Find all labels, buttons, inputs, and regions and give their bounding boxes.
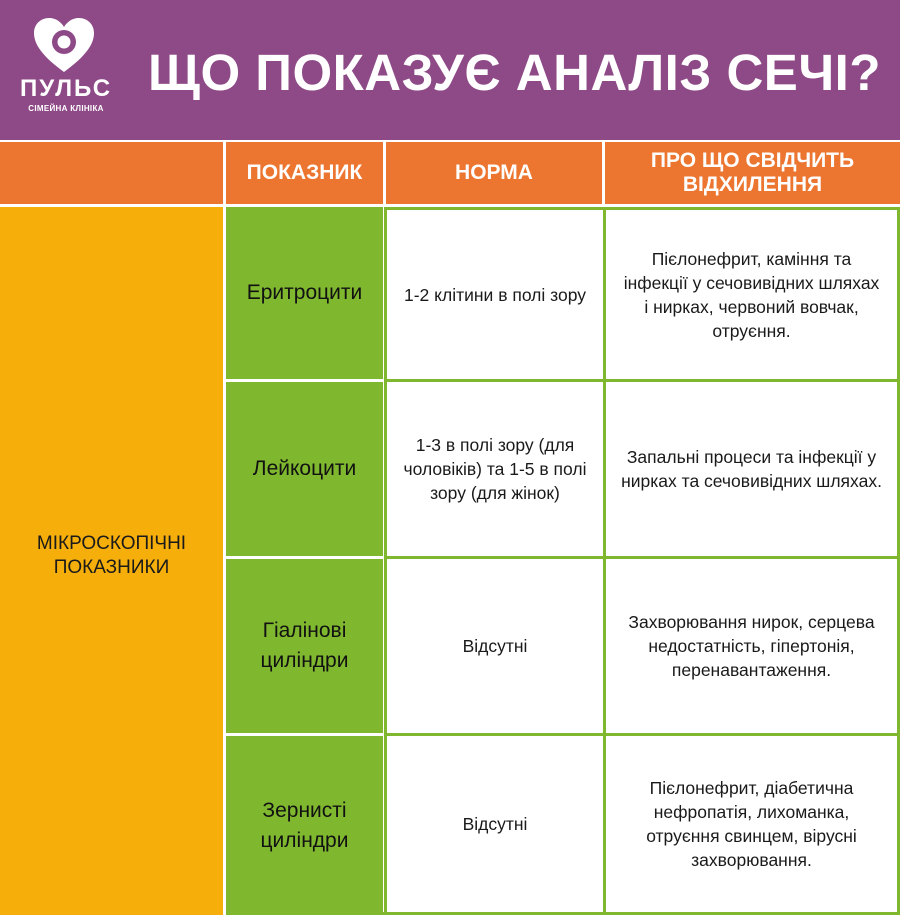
column-header-deviation: ПРО ЩО СВІДЧИТЬ ВІДХИЛЕННЯ xyxy=(605,142,900,204)
clinic-logo xyxy=(18,18,114,118)
page-title: ЩО ПОКАЗУЄ АНАЛІЗ СЕЧІ? xyxy=(148,44,881,101)
column-header-indicator: ПОКАЗНИК xyxy=(226,142,383,204)
heart-icon xyxy=(34,18,94,74)
page-header xyxy=(0,0,900,140)
norm-cell: Відсутні xyxy=(384,556,606,736)
deviation-cell: Запальні процеси та інфекції у нирках та сечовивідних шляхах. xyxy=(603,379,900,559)
table-header-row xyxy=(0,142,900,204)
deviation-cell: Пієлонефрит, діабетична нефропатія, лихоманка, отруєння свинцем, вірусні захворювання. xyxy=(603,733,900,915)
column-header-group xyxy=(0,142,223,204)
logo-subtitle: СІМЕЙНА КЛІНІКА xyxy=(28,104,104,113)
logo-name: ПУЛЬС xyxy=(19,75,113,102)
indicator-cell: Зернисті циліндри xyxy=(226,736,383,915)
group-label-microscopic: МІКРОСКОПІЧНІ ПОКАЗНИКИ xyxy=(0,207,223,915)
indicator-cell: Еритроцити xyxy=(226,207,383,379)
indicator-cell: Гіалінові циліндри xyxy=(226,559,383,733)
norm-cell: Відсутні xyxy=(384,733,606,915)
indicator-cell: Лейкоцити xyxy=(226,382,383,556)
deviation-cell: Пієлонефрит, каміння та інфекції у сечовивідних шляхах і нирках, червоний вовчак, отруєння. xyxy=(603,207,900,382)
column-header-norm: НОРМА xyxy=(386,142,602,204)
norm-cell: 1-2 клітини в полі зору xyxy=(384,207,606,382)
deviation-cell: Захворювання нирок, серцева недостатність, гіпертонія, перенавантаження. xyxy=(603,556,900,736)
norm-cell: 1-3 в полі зору (для чоловіків) та 1-5 в полі зору (для жінок) xyxy=(384,379,606,559)
